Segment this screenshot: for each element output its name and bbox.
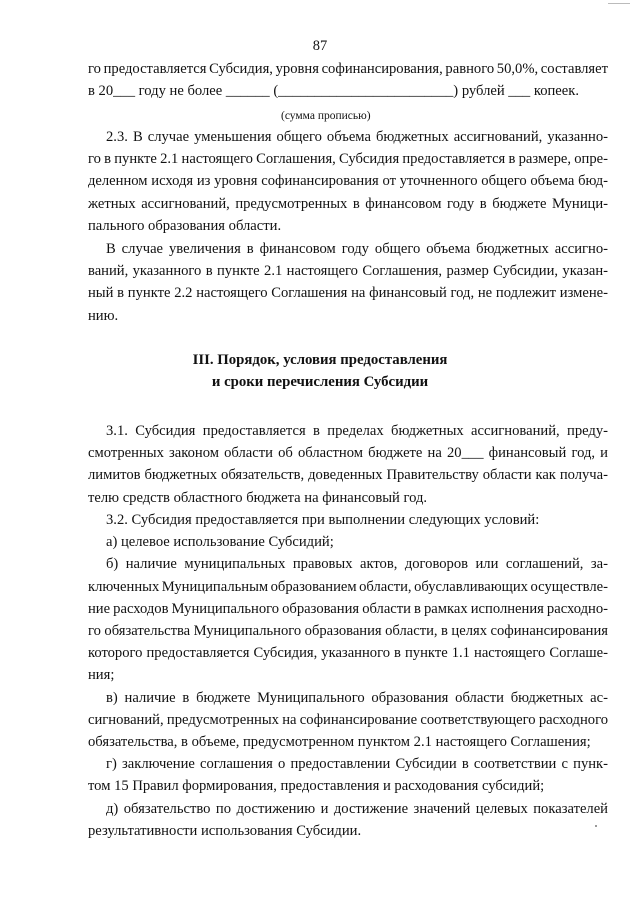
text-line: деленном исходя из уровня софинансирования от уточненного общего объема бюд- [88,173,608,190]
text-line: ния; [88,667,115,684]
section-heading-iii [0,350,640,393]
text-line: телю средств областного бюджета на финансовый год. [88,489,428,506]
text-line: ние расходов Муниципального образования области в рамках исполнения расходно- [88,600,608,617]
heading-line: III. Порядок, условия предоставления [192,352,448,368]
text-line: го предоставляется Субсидия, уровня софинансирования, равного 50,0%, составляет [88,61,608,77]
text-line: результативности использования Субсидии. [88,822,362,839]
paragraph-budget-increase [88,238,608,327]
text-line: ный в пункте 2.2 настоящего Соглашения на финансовый год, не подлежит измене- [88,285,608,302]
text-line: 3.2. Субсидия предоставляется при выполнении следующих условий: [106,512,540,528]
text-line: том 15 Правил формирования, предоставления и расходования субсидий; [88,778,545,795]
text-line: В случае увеличения в финансовом году общего объема бюджетных ассигно- [106,241,608,257]
paragraph-3-2 [88,509,608,842]
text-line: смотренных законом области об областном бюджете на 20___ финансовый год, и [88,445,608,462]
scan-corner-mark [608,0,630,4]
text-line: д) обязательство по достижению и достижение значений целевых показателей [106,800,608,817]
text-line: 2.3. В случае уменьшения общего объема бюджетных ассигнований, указанно- [106,129,608,145]
amount-in-words-caption: (сумма прописью) [281,110,371,122]
paragraph-subsidy-amount [88,58,608,102]
text-line: нию. [88,307,119,324]
text-line: которого предоставляется Субсидия, указанного в пункте 1.1 настоящего Соглаше- [88,645,608,662]
text-line: жетных ассигнований, предусмотренных в финансовом году в бюджете Муници- [88,195,608,212]
text-line: 3.1. Субсидия предоставляется в пределах бюджетных ассигнований, преду- [106,423,608,439]
heading-line: и сроки перечисления Субсидии [211,373,429,390]
text-line: го в пункте 2.1 настоящего Соглашения, Субсидия предоставляется в размере, опре- [88,151,608,168]
text-line: в 20___ году не более ______ (________________________) рублей ___ копеек. [88,83,579,100]
page-number: 87 [312,38,328,54]
paragraph-3-1 [88,420,608,509]
text-line: г) заключение соглашения о предоставлении Субсидии в соответствии с пунк- [106,756,608,773]
text-line: обязательства, в объеме, предусмотренном пунктом 2.1 настоящего Соглашения; [88,734,591,751]
text-line: лимитов бюджетных обязательств, доведенных Правительству области как получа- [88,467,608,484]
text-line: в) наличие в бюджете Муниципального образования области бюджетных ас- [106,689,608,706]
text-line: го обязательства Муниципального образования области, в целях софинансирования [88,623,608,640]
text-line: б) наличие муниципальных правовых актов, договоров или соглашений, за- [106,556,608,573]
text-line: сигнований, предусмотренных на софинансирование соответствующего расходного [88,711,608,728]
text-line: пального образования области. [88,217,282,234]
list-item-a: а) целевое использование Субсидий; [106,534,334,551]
paragraph-2-3 [88,126,608,237]
text-line: ключенных Муниципальным образованием области, обуславливающих осуществле- [88,578,608,595]
scan-speck [595,825,597,827]
text-line: ваний, указанного в пункте 2.1 настоящего Соглашения, размер Субсидии, указан- [88,263,608,280]
